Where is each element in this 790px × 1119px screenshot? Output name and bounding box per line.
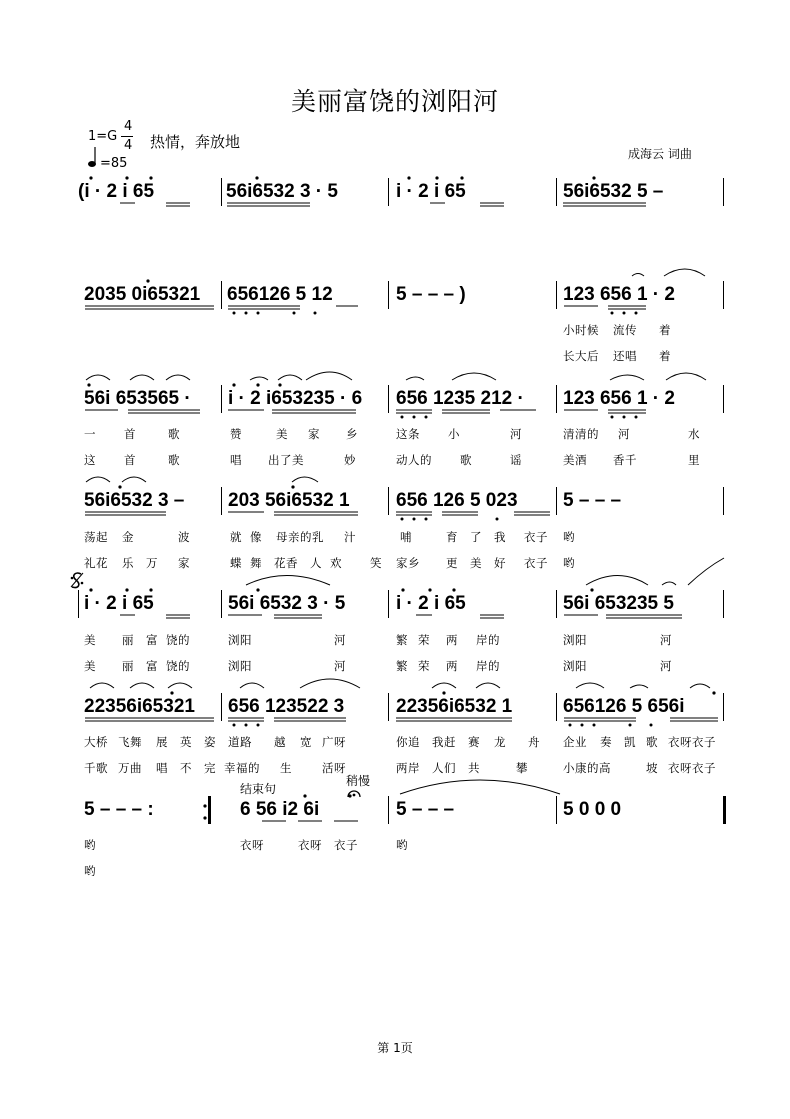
measure-notes: 656 1235 212 · [396,388,524,409]
measure-notes: 2035 0i65321 [84,284,201,305]
lyric-verse-1: 一 [84,427,96,441]
lyric-verse-2: 蝶 [230,556,242,570]
lyric-verse-1: 金 [122,530,134,544]
measure-notes: 123 656 1 · 2 [563,388,675,409]
tempo-marking: =85 [100,156,128,171]
lyric-verse-1: 汁 [344,530,356,544]
song-title: 美丽富饶的浏阳河 [290,87,499,116]
lyric-verse-2: 浏阳 [228,659,252,673]
measure-notes: 22356i65321 [84,696,195,717]
measure-notes: i · 2 i653235 · 6 [228,388,363,409]
lyric-verse-2: 哟 [563,556,575,570]
lyric-verse-1: 哺 [400,530,412,544]
lyric-verse-1: 赞 [230,427,242,441]
tempo-change-label: 稍慢 [346,774,371,788]
lyric-verse-1: 美 [84,633,96,647]
measure-notes: 656126 5 656i [563,696,685,717]
lyric-verse-1: 河 [510,427,522,441]
lyric-verse-2: 人们 [432,761,456,775]
measure-notes: 5 – – – : [84,799,154,820]
lyric-verse-2: 万 [146,556,158,570]
lyric-verse-1: 水 [688,427,700,441]
lyric-verse-1: 富 [146,633,158,647]
measure-notes: 656 126 5 023 [396,490,518,511]
lyric-verse-1: 就 [230,530,242,544]
measure-notes: 203 56i6532 1 [228,490,350,511]
measure-notes: 123 656 1 · 2 [563,284,675,305]
lyric-verse-1: 哟 [563,530,575,544]
time-signature-top: 4 [124,119,133,134]
lyric-verse-2: 荣 [418,659,430,673]
lyric-verse-1: 流传 [613,323,637,337]
lyric-verse-1: 企业 [563,735,587,749]
lyric-verse-1: 飞舞 [118,735,142,749]
lyric-verse-1: 衣呀衣子 [668,735,716,749]
lyric-verse-2: 攀 [516,761,528,775]
measure-notes: 5 – – – [396,799,455,820]
lyric-verse-1: 浏阳 [563,633,587,647]
lyric-verse-1: 哟 [396,838,408,852]
lyric-verse-1: 波 [178,530,190,544]
measure-notes: 56i 653565 · [84,388,191,409]
lyric-verse-2: 完 [204,761,216,775]
lyric-verse-1: 家 [308,427,320,441]
lyric-verse-2: 美 [470,556,482,570]
lyric-verse-1: 繁 [396,633,408,647]
lyric-verse-1: 育 [446,530,458,544]
lyric-verse-1: 了 [470,530,482,544]
lyric-verse-2: 小康的高 [563,761,611,775]
lyric-verse-1: 赛 [468,735,480,749]
lyric-verse-2: 这 [84,453,96,467]
lyric-verse-2: 妙 [344,453,356,467]
author-credit: 成海云 词曲 [628,147,692,161]
measure-notes: 5 – – – [563,490,622,511]
measure-notes: i · 2 i 65 [396,181,466,202]
lyric-verse-1: 乡 [346,427,358,441]
lyric-verse-1: 浏阳 [228,633,252,647]
lyric-verse-2: 花香 [274,556,298,570]
lyric-verse-2: 好 [494,556,506,570]
lyric-verse-2: 礼花 [84,556,108,570]
lyric-verse-2: 衣子 [524,556,548,570]
lyric-verse-1: 着 [659,323,671,337]
lyric-verse-2: 两岸 [396,761,420,775]
lyric-verse-1: 母亲的乳 [276,530,324,544]
lyric-verse-1: 饶的 [166,633,190,647]
measure-notes: 56i6532 5 – [563,181,664,202]
lyric-verse-2: 乐 [122,556,134,570]
lyric-verse-2: 生 [280,761,292,775]
lyric-verse-1: 衣子 [524,530,548,544]
lyric-verse-2: 还唱 [613,349,637,363]
lyric-verse-2: 谣 [510,453,522,467]
lyric-verse-1: 奏 [600,735,612,749]
lyric-verse-1: 衣呀 [298,838,322,852]
lyric-verse-1: 丽 [122,633,134,647]
measure-notes: 56i 6532 3 · 5 [228,593,346,614]
lyric-verse-1: 宽 [300,735,312,749]
lyric-verse-2: 着 [659,349,671,363]
lyric-verse-1: 岸的 [476,633,500,647]
lyric-verse-1: 两 [446,633,458,647]
lyric-verse-1: 美 [276,427,288,441]
lyric-verse-1: 河 [334,633,346,647]
lyric-verse-2: 岸的 [476,659,500,673]
lyric-verse-2: 衣呀衣子 [668,761,716,775]
lyric-verse-2: 幸福的 [224,761,260,775]
lyric-verse-2: 哟 [84,864,96,878]
coda-label: 结束句 [240,782,277,796]
lyric-verse-1: 荡起 [84,530,108,544]
lyric-verse-2: 家 [178,556,190,570]
lyric-verse-2: 歌 [460,453,472,467]
lyric-verse-2: 河 [660,659,672,673]
lyric-verse-2: 万曲 [118,761,142,775]
time-signature-bottom: 4 [124,138,133,153]
lyric-verse-1: 衣子 [334,838,358,852]
lyric-verse-2: 美 [84,659,96,673]
lyric-verse-1: 英 [180,735,192,749]
lyric-verse-2: 富 [146,659,158,673]
measure-notes: 5 0 0 0 [563,799,622,820]
lyric-verse-2: 更 [446,556,458,570]
lyric-verse-2: 千歌 [84,761,108,775]
lyric-verse-2: 人 [310,556,322,570]
lyric-verse-1: 姿 [204,735,216,749]
lyric-verse-2: 唱 [230,453,242,467]
lyric-verse-1: 越 [274,735,286,749]
measure-notes: 56i 653235 5 [563,593,674,614]
lyric-verse-1: 歌 [646,735,658,749]
lyric-verse-1: 荣 [418,633,430,647]
lyric-verse-2: 活呀 [322,761,346,775]
lyric-verse-2: 浏阳 [563,659,587,673]
lyric-verse-1: 龙 [494,735,506,749]
measure-notes: 22356i6532 1 [396,696,513,717]
lyric-verse-1: 道路 [228,735,252,749]
measure-notes: i · 2 i 65 [84,593,154,614]
measure-notes: (i · 2 i 65 [78,181,155,202]
lyric-verse-1: 像 [250,530,262,544]
lyric-verse-1: 我 [494,530,506,544]
lyric-verse-2: 笑 [370,556,382,570]
lyric-verse-1: 广呀 [322,735,346,749]
measure-notes: 656 123522 3 [228,696,345,717]
expression-marking: 热情，奔放地 [150,133,241,151]
lyric-verse-1: 这条 [396,427,420,441]
lyric-verse-2: 唱 [156,761,168,775]
lyric-verse-1: 哟 [84,838,96,852]
lyric-verse-2: 繁 [396,659,408,673]
measure-notes: i · 2 i 65 [396,593,466,614]
lyric-verse-1: 你追 [396,735,420,749]
lyric-verse-2: 欢 [330,556,342,570]
lyric-verse-2: 丽 [122,659,134,673]
measure-notes: 5 – – – ) [396,284,466,305]
lyric-verse-1: 舟 [528,735,540,749]
lyric-verse-1: 歌 [168,427,180,441]
lyric-verse-2: 香千 [613,453,637,467]
lyric-verse-1: 凯 [624,735,636,749]
lyric-verse-1: 河 [618,427,630,441]
lyric-verse-1: 河 [660,633,672,647]
lyric-verse-2: 首 [124,453,136,467]
lyric-verse-2: 饶的 [166,659,190,673]
lyric-verse-2: 河 [334,659,346,673]
lyric-verse-1: 衣呀 [240,838,264,852]
lyric-verse-2: 坡 [646,761,658,775]
lyric-verse-2: 不 [180,761,192,775]
lyric-verse-1: 小 [448,427,460,441]
lyric-verse-2: 歌 [168,453,180,467]
measure-notes: 6 56 i2 6i [240,799,320,820]
lyric-verse-1: 我赶 [432,735,456,749]
lyric-verse-2: 共 [468,761,480,775]
measure-notes: 56i6532 3 – [84,490,185,511]
measure-notes: 656126 5 12 [227,284,333,305]
lyric-verse-2: 里 [688,453,700,467]
lyric-verse-1: 展 [156,735,168,749]
lyric-verse-2: 动人的 [396,453,432,467]
lyric-verse-2: 舞 [250,556,262,570]
lyric-verse-1: 小时候 [563,323,599,337]
measure-notes: 56i6532 3 · 5 [226,181,338,202]
page-number: 第 1页 [377,1041,413,1055]
lyric-verse-2: 长大后 [563,349,599,363]
lyric-verse-2: 两 [446,659,458,673]
lyric-verse-1: 大桥 [84,735,108,749]
lyric-verse-2: 美酒 [563,453,587,467]
lyric-verse-2: 出了美 [268,453,304,467]
lyric-verse-1: 首 [124,427,136,441]
key-signature: 1=G [88,129,118,144]
lyric-verse-1: 清清的 [563,427,599,441]
lyric-verse-2: 家乡 [396,556,420,570]
